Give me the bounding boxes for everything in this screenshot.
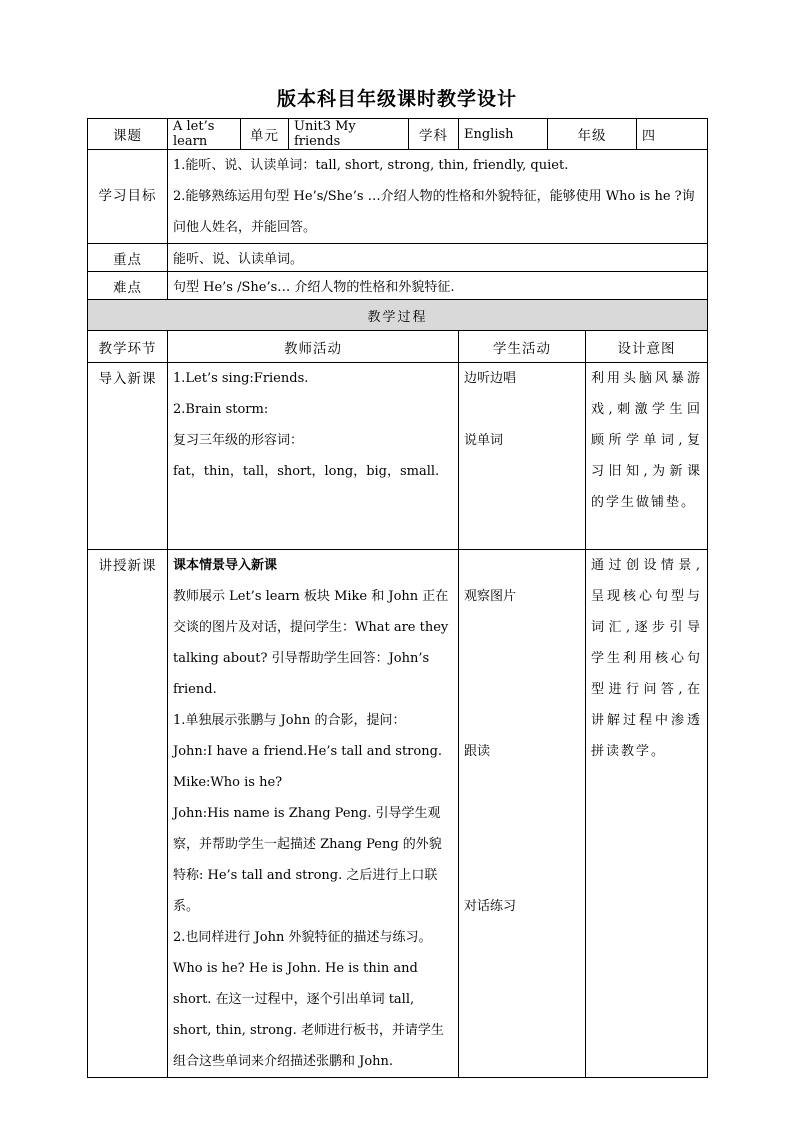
design-cell: 通过创设情景,呈现核心句型与词汇,逐步引导学生利用核心句型进行问答,在讲解过程中渗透拼读教学。 (586, 550, 708, 1078)
difficulty-row (88, 272, 708, 300)
teacher-cell (168, 550, 459, 1078)
student-line: 边听边唱 (464, 371, 517, 386)
grade-value: 四 (637, 119, 708, 150)
teacher-line: John:I have a friend.He’s tall and strong. (173, 744, 443, 759)
difficulty-label: 难点 (88, 272, 168, 300)
unit-value: Unit3 My friends (289, 119, 409, 150)
student-cell (459, 363, 586, 550)
grade-label: 年级 (548, 119, 637, 150)
teacher-line: 1.Let’s sing:Friends. (173, 371, 309, 386)
subject-value: English (459, 119, 548, 150)
design-cell: 利用头脑风暴游戏,刺激学生回顾所学单词,复习旧知,为新课的学生做铺垫。 (586, 363, 708, 550)
column-stage: 教学环节 (88, 331, 168, 363)
lesson-plan-table (87, 118, 708, 1078)
column-header-row (88, 331, 708, 363)
teacher-line: 1.单独展示张鹏与 John 的合影，提问： (173, 713, 406, 728)
student-line: 对话练习 (464, 899, 517, 914)
stage-cell: 讲授新课 (88, 550, 168, 1078)
process-header-row (88, 300, 708, 331)
key-point-row (88, 244, 708, 272)
goals-content (168, 150, 708, 244)
column-teacher: 教师活动 (168, 331, 459, 363)
document-title: 版本科目年级课时教学设计 (276, 88, 517, 110)
goal-item: 2.能够熟练运用句型 He’s/She’s …介绍人物的性格和外貌特征，能够使用 Who is he ?询问他人姓名，并能回答。 (173, 189, 695, 235)
teacher-cell (168, 363, 459, 550)
table-row (88, 550, 708, 1078)
teacher-line: fat，thin，tall，short，long，big，small. (173, 464, 440, 479)
student-cell (459, 550, 586, 1078)
subject-label: 学科 (409, 119, 459, 150)
process-header: 教学过程 (88, 300, 708, 331)
topic-label: 课题 (88, 119, 168, 150)
teacher-line: John:His name is Zhang Peng. 引导学生观察，并帮助学生一起描述 Zhang Peng 的外貌特称: He’s tall and strong. 之后进行上口联系。 (173, 806, 442, 914)
table-row (88, 363, 708, 550)
goals-label-text: 学习目标 (98, 188, 157, 204)
teacher-heading: 课本情景导入新课 (173, 558, 278, 573)
unit-label: 单元 (241, 119, 289, 150)
teacher-line: 复习三年级的形容词： (173, 433, 304, 448)
goal-item: 1.能听、说、认读单词：tall, short, strong, thin, friendly, quiet. (173, 158, 569, 173)
student-line: 跟读 (464, 744, 491, 759)
teacher-line: 2.Brain storm: (173, 402, 269, 417)
topic-value: A let’s learn (168, 119, 241, 150)
stage-cell: 导入新课 (88, 363, 168, 550)
teacher-line: 2.也同样进行 John 外貌特征的描述与练习。Who is he? He is John. He is thin and short. 在这一过程中，逐个引出单词 tall, short, thin, strong. 老师进行板书，并请学生组合这些单词来介绍描述张鹏和 John. (173, 930, 444, 1069)
key-point-label: 重点 (88, 244, 168, 272)
header-row (88, 119, 708, 150)
teacher-line: 教师展示 Let’s learn 板块 Mike 和 John 正在交谈的图片及对话，提问学生：What are they talking about? 引导帮助学生回答：John’s friend. (173, 589, 449, 697)
teacher-line: Mike:Who is he? (173, 775, 283, 790)
goals-row (88, 150, 708, 244)
student-line: 观察图片 (464, 589, 517, 604)
student-line: 说单词 (464, 433, 504, 448)
column-design: 设计意图 (586, 331, 708, 363)
key-point-value: 能听、说、认读单词。 (168, 244, 708, 272)
goals-label (88, 150, 168, 244)
difficulty-value: 句型 He’s /She’s… 介绍人物的性格和外貌特征. (168, 272, 708, 300)
column-student: 学生活动 (459, 331, 586, 363)
